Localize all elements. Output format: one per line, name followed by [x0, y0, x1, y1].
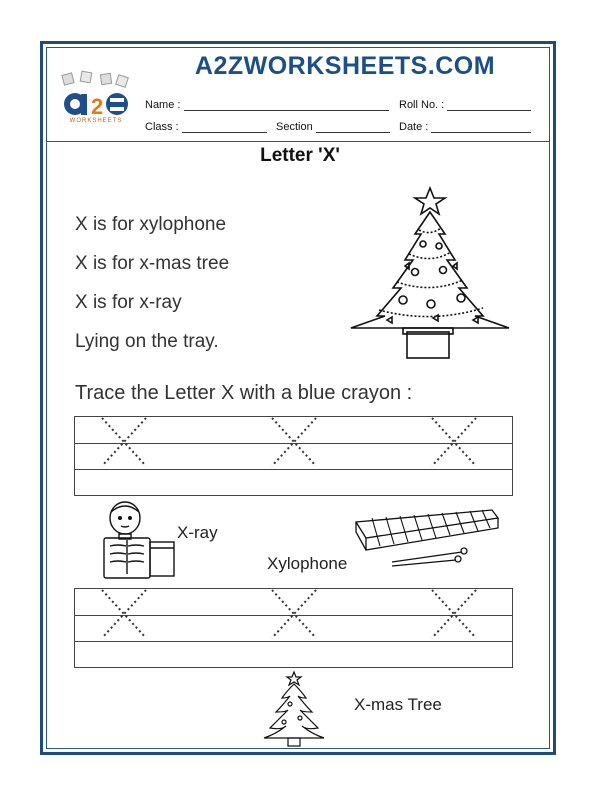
roll-row	[399, 99, 531, 111]
dotted-x-row-1	[74, 416, 513, 468]
section-field[interactable]	[316, 122, 390, 133]
roll-field[interactable]	[447, 100, 531, 111]
section-label: Section	[276, 121, 313, 133]
xmas-tree-label: X-mas Tree	[354, 695, 442, 714]
header-divider	[46, 141, 550, 142]
date-row	[399, 121, 531, 133]
section-row	[276, 121, 390, 133]
xylophone-icon	[352, 504, 500, 570]
name-field[interactable]	[184, 100, 389, 111]
xray-label: X-ray	[177, 523, 218, 542]
small-christmas-tree-icon	[256, 670, 332, 748]
logo	[55, 70, 137, 126]
dotted-x-row-2	[74, 588, 513, 640]
class-field[interactable]	[182, 122, 267, 133]
rhyme-line-3: X is for x-ray	[75, 292, 182, 313]
date-field[interactable]	[431, 122, 531, 133]
roll-label: Roll No. :	[399, 99, 445, 111]
rhyme-line-4: Lying on the tray.	[75, 331, 219, 352]
logo-subtext: WORKSHEETS	[69, 118, 123, 124]
class-row	[145, 121, 267, 133]
name-label: Name :	[145, 99, 181, 111]
christmas-tree-icon	[343, 184, 523, 364]
date-label: Date :	[399, 121, 429, 133]
site-title: A2ZWORKSHEETS.COM	[194, 52, 496, 80]
trace-instruction: Trace the Letter X with a blue crayon :	[75, 382, 413, 404]
rhyme-line-1: X is for xylophone	[75, 214, 227, 235]
svg-text:2: 2	[91, 94, 104, 119]
grid-line	[75, 641, 512, 642]
xray-boy-icon	[98, 500, 182, 582]
class-label: Class :	[145, 121, 179, 133]
name-row	[145, 99, 389, 111]
rhyme-line-2: X is for x-mas tree	[75, 253, 230, 274]
xylophone-label: Xylophone	[267, 554, 348, 573]
grid-line	[75, 469, 512, 470]
worksheet-title: Letter 'X'	[260, 145, 340, 166]
